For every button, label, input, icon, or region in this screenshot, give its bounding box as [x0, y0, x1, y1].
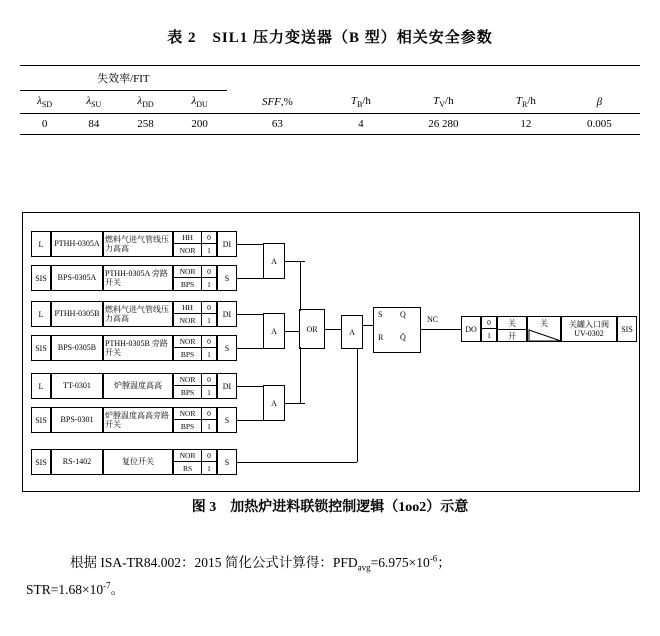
latch-qbar-label: Q̄ — [400, 333, 406, 342]
row-4-signal-bot-label: BPS — [174, 386, 202, 398]
cell-lambda-dd: 258 — [118, 114, 172, 135]
body-line-2-b: 。 — [110, 581, 125, 597]
row-2-signal-bot-label: NOR — [174, 314, 202, 326]
row-5-signal-bot — [174, 420, 216, 432]
row-5-signal-top-label: NOR — [174, 408, 202, 419]
row-6-source: SIS — [31, 449, 51, 475]
valve-tag-cell — [561, 316, 617, 342]
row-4-signal-top — [174, 374, 216, 386]
row-4-tag-text: TT-0301 — [63, 381, 91, 391]
valve-action-label: 关 — [540, 319, 548, 328]
row-6-signal-top — [174, 450, 216, 462]
row-3-io: S — [217, 335, 237, 361]
do-num-top-row — [482, 317, 496, 329]
body-line-1-a: 根据 ISA-TR84.002：2015 简化公式计算得：PFD — [70, 555, 358, 570]
output-destination: SIS — [617, 316, 637, 342]
do-num-bot: 1 — [487, 330, 491, 340]
row-0-signal-top-num: 0 — [207, 233, 211, 242]
wire-row-2 — [237, 314, 263, 315]
row-5-signal-cell — [173, 407, 217, 433]
row-5-io: S — [217, 407, 237, 433]
table-wrapper — [20, 65, 640, 135]
table-title: 表 2 SIL1 压力变送器（B 型）相关安全参数 — [167, 30, 493, 46]
row-0-signal-bot — [174, 244, 216, 256]
spacer-cell-1 — [227, 66, 328, 91]
row-5-signal-bot-label: BPS — [174, 420, 202, 432]
row-1-source: SIS — [31, 265, 51, 291]
body-line-2 — [0, 577, 660, 603]
and-gate-2: A — [263, 313, 285, 349]
output-state-cell — [497, 316, 527, 342]
wire-row-1 — [237, 278, 263, 279]
row-4-io: DI — [217, 373, 237, 399]
row-0-description — [103, 231, 173, 257]
row-6-signal-cell — [173, 449, 217, 475]
row-2-source: L — [31, 301, 51, 327]
row-6-signal-bot-num: 1 — [207, 463, 211, 473]
wire-row-5 — [237, 420, 263, 421]
row-5-description-text: 炉膛温度高高旁路开关 — [105, 410, 169, 429]
do-num-top: 0 — [487, 318, 491, 327]
row-1-io: S — [217, 265, 237, 291]
row-6-description — [103, 449, 173, 475]
row-1-signal-bot — [174, 278, 216, 290]
wire-row-3 — [237, 348, 263, 349]
row-0-description-text: 燃料气进气管线压力高高 — [105, 234, 169, 253]
body-line-1-sub: avg — [357, 562, 371, 573]
row-5-signal-bot-num: 1 — [207, 421, 211, 431]
spacer-cell-3 — [394, 66, 493, 91]
spacer-cell-2 — [328, 66, 394, 91]
row-3-tag — [51, 335, 103, 361]
cell-lambda-sd: 0 — [20, 114, 69, 135]
row-2-description — [103, 301, 173, 327]
row-0-io: DI — [217, 231, 237, 257]
wire-or-bus-down — [300, 347, 301, 403]
body-line-1 — [0, 550, 660, 577]
output-state-bottom: 开 — [508, 331, 516, 341]
nc-label: NC — [427, 315, 439, 324]
row-3-signal-top-num: 0 — [207, 337, 211, 346]
row-2-tag-text: PTHH-0305B — [54, 309, 100, 319]
and-gate-1: A — [263, 243, 285, 279]
row-0-signal-cell — [173, 231, 217, 257]
table-header-row — [20, 91, 640, 114]
wire-row-4 — [237, 386, 263, 387]
body-line-1-b: =6.975×10 — [370, 555, 430, 570]
figure-caption: 图 3 加热炉进料联锁控制逻辑（1oo2）示意 — [191, 500, 469, 515]
row-0-source: L — [31, 231, 51, 257]
row-6-signal-top-num: 0 — [207, 451, 211, 460]
row-2-signal-top-num: 0 — [207, 303, 211, 312]
row-6-tag-text: RS-1402 — [62, 457, 92, 467]
row-6-signal-bot-label: RS — [174, 462, 202, 474]
row-1-description-text: PTHH-0305A 旁路开关 — [105, 268, 168, 287]
row-2-io: DI — [217, 301, 237, 327]
logic-diagram — [22, 212, 640, 492]
body-text — [0, 550, 660, 602]
row-0-tag — [51, 231, 103, 257]
row-2-description-text: 燃料气进气管线压力高高 — [105, 304, 169, 323]
row-4-source: L — [31, 373, 51, 399]
row-1-signal-bot-num: 1 — [207, 279, 211, 289]
do-number-cell — [481, 316, 497, 342]
and-gate-3: A — [263, 385, 285, 421]
wire-and3-or — [285, 403, 305, 404]
wire-latch-do — [421, 329, 463, 330]
cell-tv: 26 280 — [394, 114, 493, 135]
row-4-signal-top-label: NOR — [174, 374, 202, 385]
header-beta: β — [559, 91, 640, 114]
header-tv: $T_V/h$ — [394, 91, 493, 114]
row-1-signal-top-label: NOR — [174, 266, 202, 277]
spacer-cell-5 — [559, 66, 640, 91]
body-line-2-sup: -7 — [103, 580, 111, 591]
header-lambda-du: $\lambda_{DU}$ — [173, 91, 227, 114]
header-sff: SFF,% — [227, 91, 328, 114]
valve-name: 关罐入口阀 — [569, 319, 609, 329]
header-lambda-sd: $\lambda_{SD}$ — [20, 91, 69, 114]
row-2-signal-cell — [173, 301, 217, 327]
wire-row-6 — [237, 462, 357, 463]
row-1-signal-top-num: 0 — [207, 267, 211, 276]
row-3-signal-bot-label: BPS — [174, 348, 202, 360]
row-1-description — [103, 265, 173, 291]
row-0-signal-top-label: HH — [174, 232, 202, 243]
cell-lambda-su: 84 — [69, 114, 118, 135]
table-group-header-row — [20, 66, 640, 91]
row-6-signal-top-label: NOR — [174, 450, 202, 461]
wire-row-0 — [237, 244, 263, 245]
row-2-signal-top — [174, 302, 216, 314]
row-6-tag — [51, 449, 103, 475]
row-4-description-text: 炉膛温度高高 — [114, 381, 162, 391]
or-gate: OR — [299, 309, 325, 349]
row-6-signal-bot — [174, 462, 216, 474]
row-5-description — [103, 407, 173, 433]
valve-symbol-icon — [528, 329, 562, 342]
body-line-2-a: STR=1.68×10 — [26, 581, 104, 597]
row-6-io: S — [217, 449, 237, 475]
row-3-signal-bot-num: 1 — [207, 349, 211, 359]
row-3-signal-top — [174, 336, 216, 348]
row-3-signal-top-label: NOR — [174, 336, 202, 347]
cell-beta: 0.005 — [559, 114, 640, 135]
row-5-tag — [51, 407, 103, 433]
row-0-tag-text: PTHH-0305A — [54, 239, 100, 249]
row-0-signal-top — [174, 232, 216, 244]
row-6-description-text: 复位开关 — [122, 457, 154, 467]
and-gate-final: A — [341, 315, 363, 349]
row-3-source: SIS — [31, 335, 51, 361]
row-1-signal-top — [174, 266, 216, 278]
row-2-signal-bot — [174, 314, 216, 326]
row-1-signal-bot-label: BPS — [174, 278, 202, 290]
row-1-tag-text: BPS-0305A — [57, 273, 97, 283]
row-3-description-text: PTHH-0305B 旁路开关 — [105, 338, 168, 357]
cell-tr: 12 — [493, 114, 559, 135]
row-5-signal-top-num: 0 — [207, 409, 211, 418]
row-1-tag — [51, 265, 103, 291]
header-lambda-dd: $\lambda_{DD}$ — [118, 91, 172, 114]
row-5-source: SIS — [31, 407, 51, 433]
latch-s-label: S — [378, 310, 383, 319]
header-lambda-su: $\lambda_{SU}$ — [69, 91, 118, 114]
document-page — [0, 26, 660, 636]
row-3-signal-cell — [173, 335, 217, 361]
valve-tag: UV-0302 — [574, 329, 604, 338]
row-4-tag — [51, 373, 103, 399]
cell-tb: 4 — [328, 114, 394, 135]
row-2-signal-top-label: HH — [174, 302, 202, 313]
valve-action-cell — [527, 316, 561, 342]
row-4-signal-bot-num: 1 — [207, 387, 211, 397]
wire-and1-or — [285, 261, 305, 262]
header-tb: $T_B/h$ — [328, 91, 394, 114]
row-4-signal-top-num: 0 — [207, 375, 211, 384]
wire-reset-up — [357, 349, 358, 462]
row-5-tag-text: BPS-0301 — [60, 415, 94, 425]
row-0-signal-bot-label: NOR — [174, 244, 202, 256]
row-3-signal-bot — [174, 348, 216, 360]
row-4-signal-cell — [173, 373, 217, 399]
row-4-description — [103, 373, 173, 399]
row-2-tag — [51, 301, 103, 327]
safety-parameter-table — [20, 65, 640, 135]
row-3-description — [103, 335, 173, 361]
row-3-tag-text: BPS-0305B — [57, 343, 97, 353]
header-tr: $T_R/h$ — [493, 91, 559, 114]
sr-latch — [373, 307, 421, 353]
group-header-failure-rate: 失效率/FIT — [20, 66, 227, 91]
do-num-bot-row — [482, 329, 496, 341]
body-line-1-sup: -6 — [429, 553, 438, 564]
wire-or-bus-up — [300, 261, 301, 311]
cell-sff: 63 — [227, 114, 328, 135]
row-0-signal-bot-num: 1 — [207, 245, 211, 255]
row-2-signal-bot-num: 1 — [207, 315, 211, 325]
do-cell: DO — [461, 316, 481, 342]
output-state-top: 关 — [498, 317, 526, 330]
row-1-signal-cell — [173, 265, 217, 291]
table-data-row — [20, 114, 640, 135]
row-5-signal-top — [174, 408, 216, 420]
latch-q-label: Q — [400, 310, 406, 319]
cell-lambda-du: 200 — [173, 114, 227, 135]
spacer-cell-4 — [493, 66, 559, 91]
latch-r-label: R — [378, 333, 384, 342]
body-line-1-c: ； — [437, 555, 451, 570]
row-4-signal-bot — [174, 386, 216, 398]
